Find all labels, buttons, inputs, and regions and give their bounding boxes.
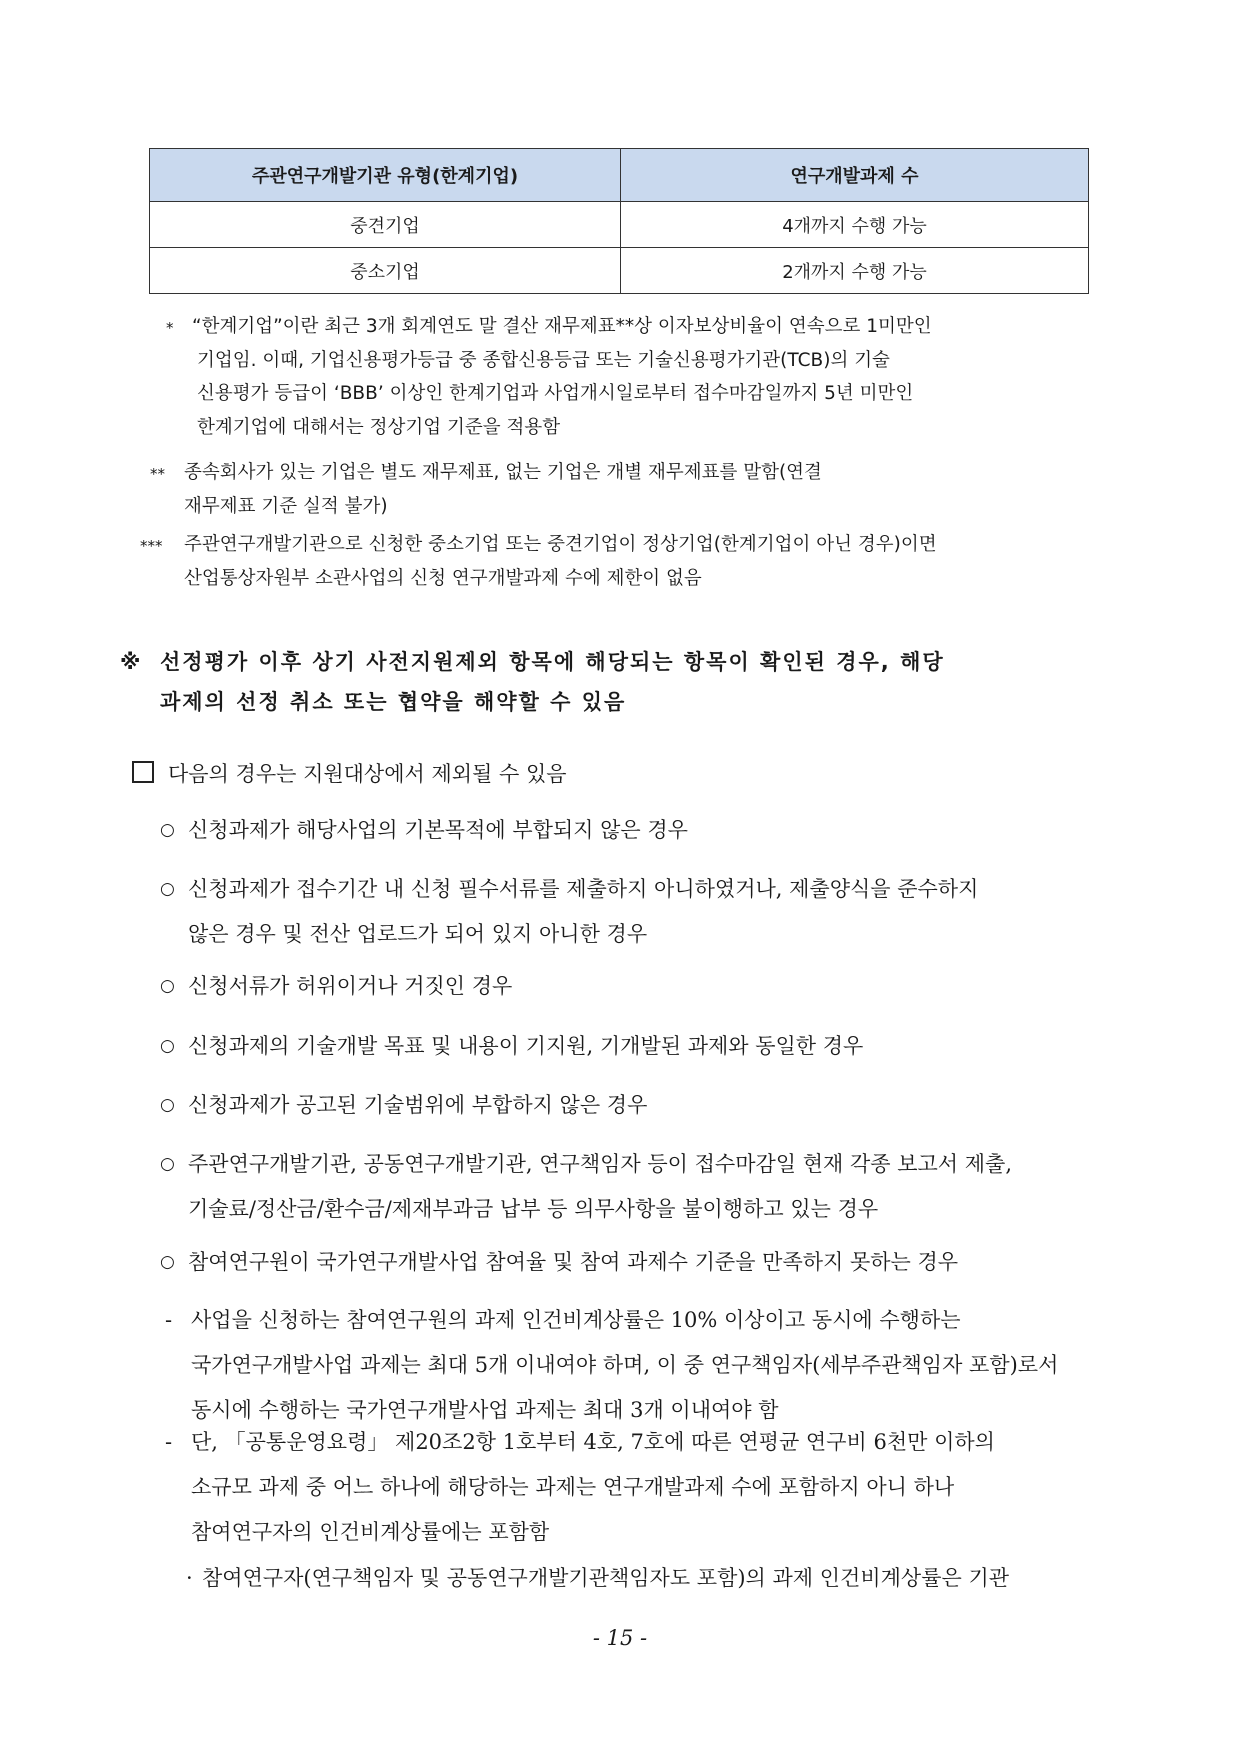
- dot-bullet: ·: [186, 1566, 193, 1590]
- circle-bullet-icon: ○: [160, 976, 175, 996]
- dash-bullet: -: [165, 1308, 173, 1332]
- section-heading: [132, 754, 567, 794]
- footnote-1: [166, 310, 1120, 444]
- circle-bullet-icon: ○: [160, 879, 175, 899]
- footnote-line: 한계기업에 대해서는 정상기업 기준을 적용함: [197, 416, 561, 438]
- list-item-line: 신청과제가 접수기간 내 신청 필수서류를 제출하지 아니하였거나, 제출양식을 준수하지: [188, 877, 979, 901]
- research-task-limit-table: [149, 148, 1089, 294]
- footnote-mark: *: [166, 319, 174, 337]
- notice-line: 과제의 선정 취소 또는 협약을 해약할 수 있음: [160, 690, 627, 714]
- checkbox-square-icon: [132, 761, 154, 783]
- dot-list-item: [186, 1556, 1120, 1601]
- list-item-line: 않은 경우 및 전산 업로드가 되어 있지 아니한 경우: [188, 922, 648, 946]
- footnote-2: [150, 456, 1120, 523]
- list-item-line: 주관연구개발기관, 공동연구개발기관, 연구책임자 등이 접수마감일 현재 각종 보고서 제출,: [188, 1152, 1013, 1176]
- table-cell: 4개까지 수행 가능: [621, 202, 1089, 248]
- table-header-row: [150, 149, 1089, 202]
- notice-block: [120, 642, 1120, 722]
- footnote-mark: ***: [140, 537, 163, 555]
- sub-list-item-line: 소규모 과제 중 어느 하나에 해당하는 과제는 연구개발과제 수에 포함하지 아니 하나: [191, 1475, 955, 1499]
- footnote-3: [140, 528, 1120, 595]
- sub-list-item-line: 국가연구개발사업 과제는 최대 5개 이내여야 하며, 이 중 연구책임자(세부주관책임자 포함)로서: [191, 1353, 1059, 1377]
- table-cell: 중견기업: [150, 202, 621, 248]
- table-header-cell: 주관연구개발기관 유형(한계기업): [150, 149, 621, 202]
- list-item: [160, 1240, 1120, 1285]
- dash-bullet: -: [165, 1430, 173, 1454]
- section-title: 다음의 경우는 지원대상에서 제외될 수 있음: [168, 762, 567, 786]
- list-item: [160, 808, 1120, 853]
- sub-list-item: [165, 1298, 1120, 1433]
- sub-list-item-line: 동시에 수행하는 국가연구개발사업 과제는 최대 3개 이내여야 함: [191, 1398, 779, 1422]
- footnote-line: 산업통상자원부 소관사업의 신청 연구개발과제 수에 제한이 없음: [184, 567, 702, 589]
- list-item-line: 신청서류가 허위이거나 거짓인 경우: [188, 974, 513, 998]
- circle-bullet-icon: ○: [160, 820, 175, 840]
- list-item: [160, 1083, 1120, 1128]
- list-item: [160, 1142, 1120, 1232]
- circle-bullet-icon: ○: [160, 1036, 175, 1056]
- footnote-line: 기업임. 이때, 기업신용평가등급 중 종합신용등급 또는 기술신용평가기관(TCB)의 기술: [197, 349, 890, 371]
- list-item: [160, 1024, 1120, 1069]
- list-item: [160, 964, 1120, 1009]
- page-number: - 15 -: [592, 1626, 648, 1650]
- list-item-line: 신청과제가 공고된 기술범위에 부합하지 않은 경우: [188, 1093, 648, 1117]
- list-item-line: 신청과제가 해당사업의 기본목적에 부합되지 않은 경우: [188, 818, 688, 842]
- list-item-line: 기술료/정산금/환수금/제재부과금 납부 등 의무사항을 불이행하고 있는 경우: [188, 1197, 879, 1221]
- table-cell: 2개까지 수행 가능: [621, 248, 1089, 294]
- footnote-line: 재무제표 기준 실적 불가): [184, 495, 388, 517]
- circle-bullet-icon: ○: [160, 1252, 175, 1272]
- footnote-line: 종속회사가 있는 기업은 별도 재무제표, 없는 기업은 개별 재무제표를 말함(연결: [184, 462, 822, 483]
- sub-list-item-line: 사업을 신청하는 참여연구원의 과제 인건비계상률은 10% 이상이고 동시에 수행하는: [191, 1308, 961, 1332]
- notice-line: 선정평가 이후 상기 사전지원제외 항목에 해당되는 항목이 확인된 경우, 해당: [160, 650, 945, 674]
- circle-bullet-icon: ○: [160, 1154, 175, 1174]
- list-item-line: 참여연구원이 국가연구개발사업 참여율 및 참여 과제수 기준을 만족하지 못하는 경우: [188, 1250, 959, 1274]
- sub-list-item: [165, 1420, 1120, 1555]
- sub-list-item-line: 단, 「공통운영요령」 제20조2항 1호부터 4호, 7호에 따른 연평균 연구비 6천만 이하의: [191, 1430, 995, 1454]
- footnote-mark: **: [150, 465, 165, 483]
- table-header-cell: 연구개발과제 수: [621, 149, 1089, 202]
- table-row: [150, 248, 1089, 294]
- footnote-line: 주관연구개발기관으로 신청한 중소기업 또는 중견기업이 정상기업(한계기업이 아닌 경우)이면: [184, 534, 937, 555]
- table-cell: 중소기업: [150, 248, 621, 294]
- sub-list-item-line: 참여연구자의 인건비계상률에는 포함함: [191, 1520, 550, 1544]
- footnote-line: 신용평가 등급이 ‘BBB’ 이상인 한계기업과 사업개시일로부터 접수마감일까지 5년 미만인: [197, 383, 914, 404]
- list-item: [160, 867, 1120, 957]
- reference-mark-icon: ※: [120, 650, 143, 674]
- footnote-line: “한계기업”이란 최근 3개 회계연도 말 결산 재무제표**상 이자보상비율이 연속으로 1미만인: [192, 316, 932, 337]
- table-row: [150, 202, 1089, 248]
- list-item-line: 신청과제의 기술개발 목표 및 내용이 기지원, 기개발된 과제와 동일한 경우: [188, 1034, 864, 1058]
- circle-bullet-icon: ○: [160, 1095, 175, 1115]
- dot-list-item-text: 참여연구자(연구책임자 및 공동연구개발기관책임자도 포함)의 과제 인건비계상률은 기관: [202, 1566, 1010, 1590]
